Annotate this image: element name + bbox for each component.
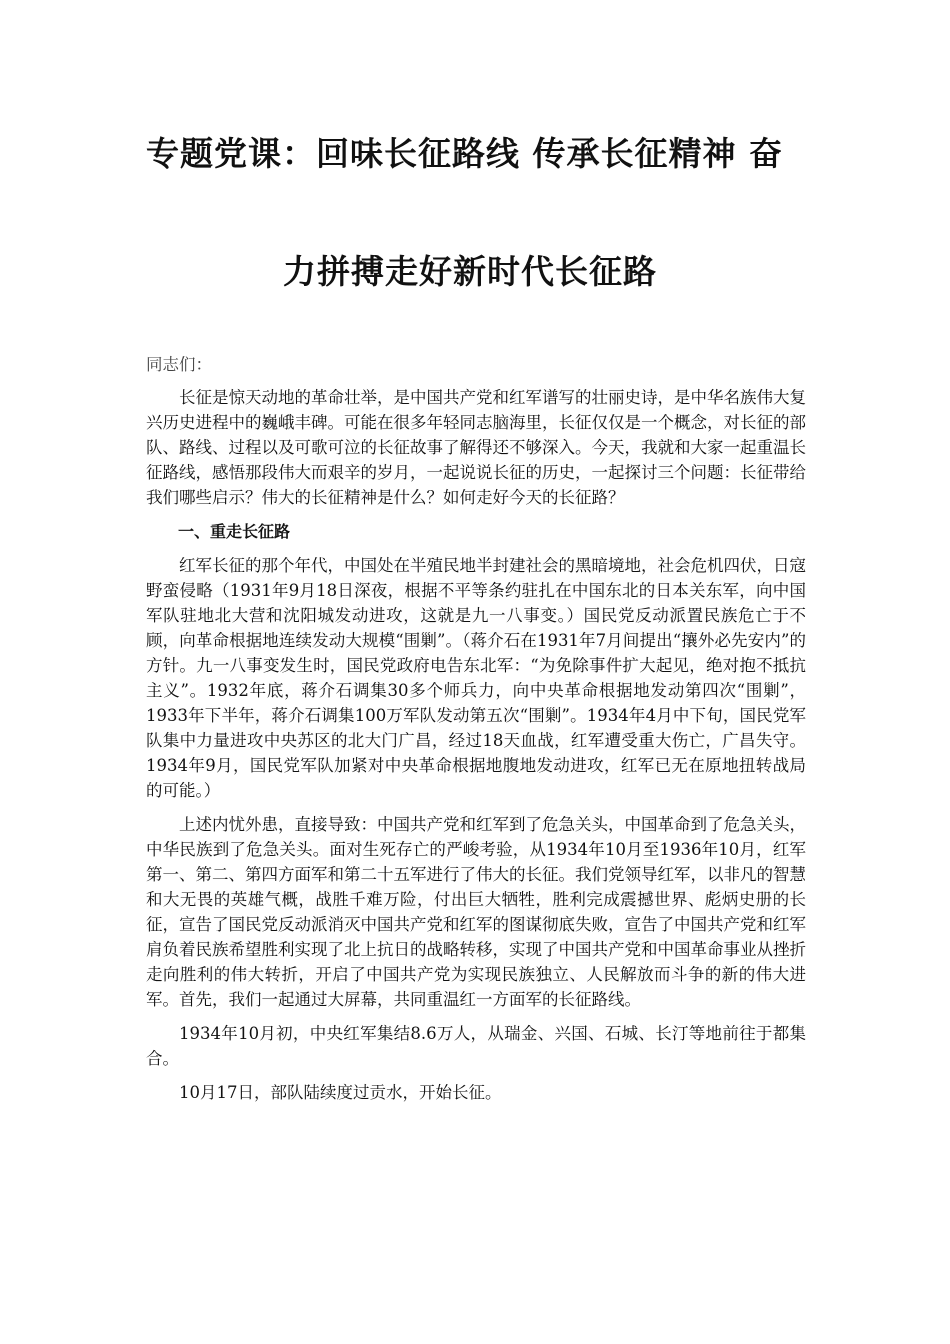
greeting: 同志们： [146,355,212,374]
intro-paragraph: 长征是惊天动地的革命壮举，是中国共产党和红军谱写的壮丽史诗，是中华名族伟大复兴历史进程中的巍峨丰碑。可能在很多年轻同志脑海里，长征仅仅是一个概念，对长征的部队、路线、过程以及可歌可泣的长征故事了解得还不够深入。今天，我就和大家一起重温长征路线，感悟那段伟大而艰辛的岁月，一起说说长征的历史，一起探讨三个问题：长征带给我们哪些启示？伟大的长征精神是什么？如何走好今天的长征路？ [146,388,806,507]
document-title-line-1: 专题党课：回味长征路线 传承长征精神 奋 [146,134,783,173]
section-paragraph: 1934年10月初，中央红军集结8.6万人，从瑞金、兴国、石城、长汀等地前往于都集合。 [146,1024,806,1068]
document-title-line-2: 力拼搏走好新时代长征路 [283,252,657,291]
section-heading: 一、重走长征路 [178,522,291,541]
section-paragraph: 10月17日，部队陆续度过贡水，开始长征。 [179,1083,502,1102]
section-paragraph: 上述内忧外患，直接导致：中国共产党和红军到了危急关头，中国革命到了危急关头，中华民族到了危急关头。面对生死存亡的严峻考验，从1934年10月至1936年10月，红军第一、第二、第四方面军和第二十五军进行了伟大的长征。我们党领导红军，以非凡的智慧和大无畏的英雄气概，战胜千难万险，付出巨大牺牲，胜利完成震撼世界、彪炳史册的长征，宣告了国民党反动派消灭中国共产党和红军的图谋彻底失败，宣告了中国共产党和红军肩负着民族希望胜利实现了北上抗日的战略转移，实现了中国共产党和中国革命事业从挫折走向胜利的伟大转折，开启了中国共产党为实现民族独立、人民解放而斗争的新的伟大进军。首先，我们一起通过大屏幕，共同重温红一方面军的长征路线。 [146,815,806,1009]
section-paragraph: 红军长征的那个年代，中国处在半殖民地半封建社会的黑暗境地，社会危机四伏，日寇野蛮侵略（1931年9月18日深夜，根据不平等条约驻扎在中国东北的日本关东军，向中国军队驻地北大营和沈阳城发动进攻，这就是九一八事变。）国民党反动派置民族危亡于不顾，向革命根据地连续发动大规模“围剿”。（蒋介石在1931年7月间提出“攘外必先安内”的方针。九一八事变发生时，国民党政府电告东北军：“为免除事件扩大起见，绝对抱不抵抗主义”。1932年底，蒋介石调集30多个师兵力，向中央革命根据地发动第四次“围剿”，1933年下半年，蒋介石调集100万军队发动第五次“围剿”。1934年4月中下旬，国民党军队集中力量进攻中央苏区的北大门广昌，经过18天血战，红军遭受重大伤亡，广昌失守。1934年9月，国民党军队加紧对中央革命根据地腹地发动进攻，红军已无在原地扭转战局的可能。） [146,556,806,800]
document-body [146,352,806,1114]
